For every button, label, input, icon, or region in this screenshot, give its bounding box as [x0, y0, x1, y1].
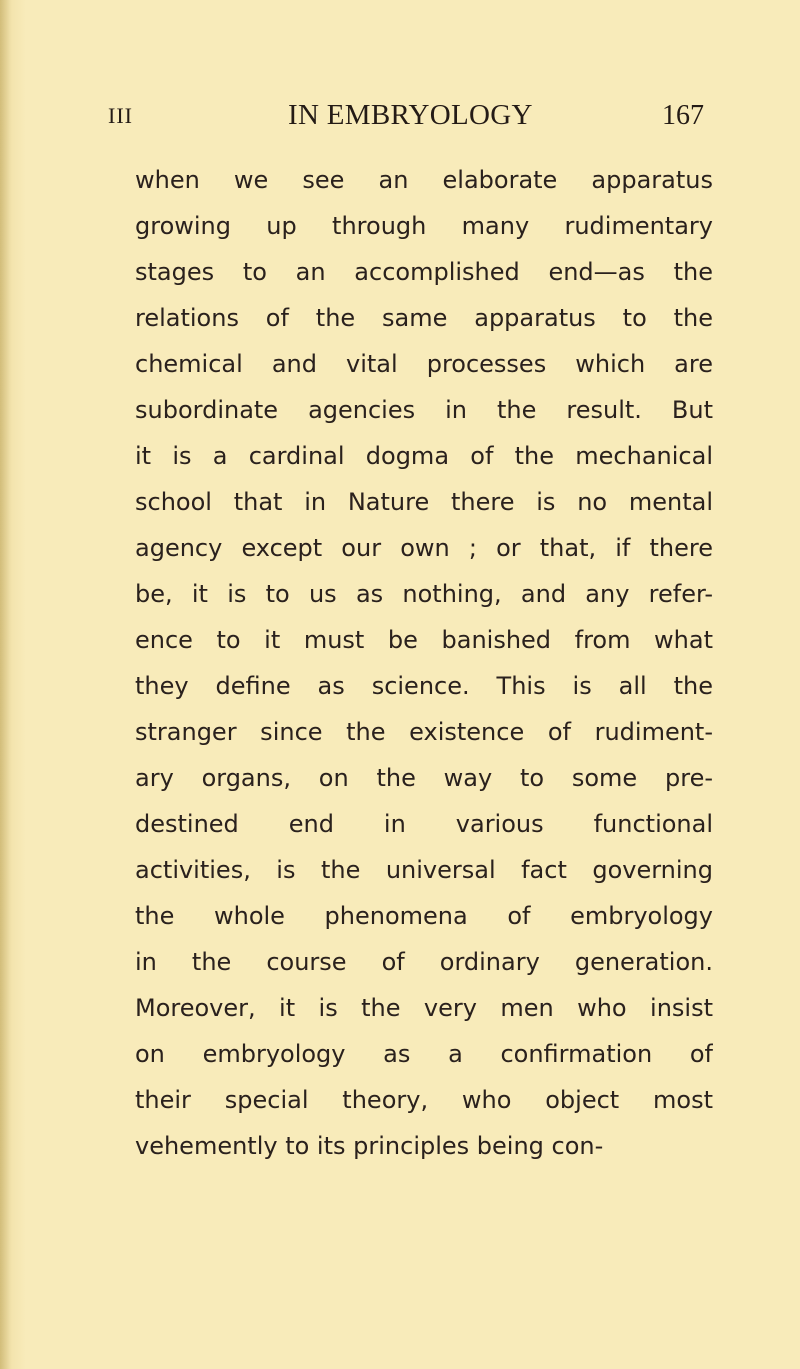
page-number: 167: [662, 100, 704, 131]
text-line: be, it is to us as nothing, and any refer-: [135, 580, 713, 608]
text-line: vehemently to its principles being con-: [135, 1132, 604, 1160]
text-line: agency except our own ; or that, if there: [135, 534, 713, 562]
text-line: ence to it must be banished from what: [135, 626, 713, 654]
text-line: school that in Nature there is no mental: [135, 488, 713, 516]
text-line: Moreover, it is the very men who insist: [135, 994, 713, 1022]
text-line: destined end in various functional: [135, 810, 713, 838]
text-line: when we see an elaborate apparatus: [135, 166, 713, 194]
chapter-number: III: [108, 103, 133, 128]
text-line: subordinate agencies in the result. But: [135, 396, 713, 424]
text-line: the whole phenomena of embryology: [135, 902, 713, 930]
running-title: IN EMBRYOLOGY: [288, 99, 533, 131]
text-line: it is a cardinal dogma of the mechanical: [135, 442, 713, 470]
text-line: ary organs, on the way to some pre-: [135, 764, 713, 792]
text-line: activities, is the universal fact governing: [135, 856, 713, 884]
text-line: stranger since the existence of rudiment-: [135, 718, 713, 746]
text-line: they define as science. This is all the: [135, 672, 713, 700]
spine-shadow: [0, 0, 12, 1369]
text-line: their special theory, who object most: [135, 1086, 713, 1114]
text-line: growing up through many rudimentary: [135, 212, 713, 240]
text-line: in the course of ordinary generation.: [135, 948, 713, 976]
running-head: [108, 95, 704, 141]
text-line: chemical and vital processes which are: [135, 350, 713, 378]
text-line: relations of the same apparatus to the: [135, 304, 713, 332]
text-line: stages to an accomplished end—as the: [135, 258, 713, 286]
text-line: on embryology as a confirmation of: [135, 1040, 713, 1068]
body-text: [135, 157, 713, 1169]
